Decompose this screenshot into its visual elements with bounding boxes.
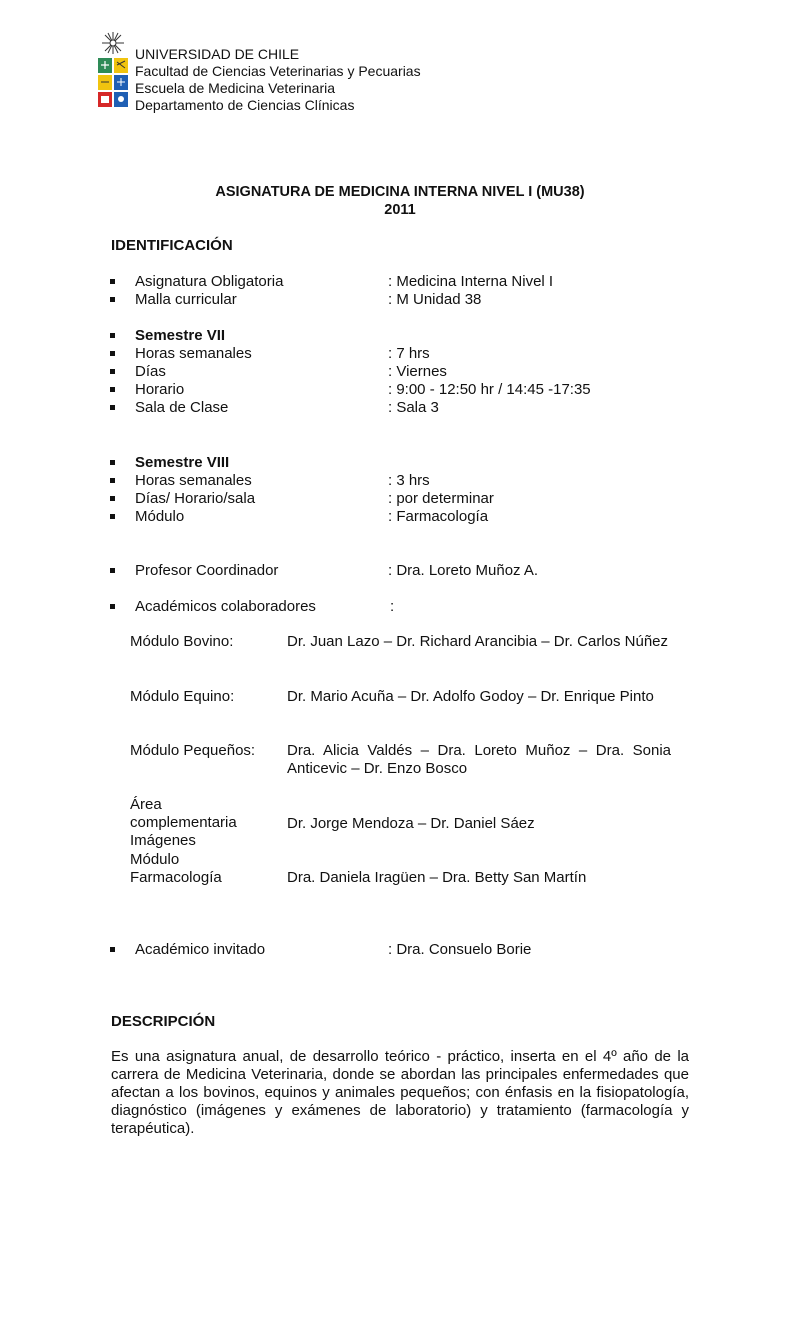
- university-name: UNIVERSIDAD DE CHILE: [135, 46, 300, 62]
- info-label: Académicos colaboradores: [135, 598, 316, 615]
- bullet-icon: [110, 405, 115, 410]
- info-label: Días: [135, 363, 166, 380]
- course-title: ASIGNATURA DE MEDICINA INTERNA NIVEL I (MU38): [215, 184, 585, 200]
- info-value: : Farmacología: [388, 508, 489, 525]
- identification-heading: IDENTIFICACIÓN: [111, 237, 233, 254]
- bullet-icon: [110, 460, 115, 465]
- bullet-icon: [110, 604, 115, 609]
- bullet-icon: [110, 387, 115, 392]
- module-label: Módulo Farmacología: [130, 851, 222, 886]
- info-value: : 3 hrs: [388, 472, 430, 489]
- description-text: Es una asignatura anual, de desarrollo teórico - práctico, inserta en el 4º año de la carrera de Medicina Veterinaria, donde se abordan las principales enfermedades que afectan a los bovinos, equinos y animales pequeños; con énfasis en la fisiopatología, diagnóstico (imágenes y exámenes de laboratorio) y tratamiento (farmacología y terapéutica).: [111, 1048, 689, 1137]
- info-value: : 9:00 - 12:50 hr / 14:45 -17:35: [388, 381, 591, 398]
- info-label: Profesor Coordinador: [135, 562, 279, 579]
- info-value: : M Unidad 38: [388, 291, 482, 308]
- module-staff: Dr. Jorge Mendoza – Dr. Daniel Sáez: [287, 815, 535, 832]
- module-label: Módulo Bovino:: [130, 633, 234, 650]
- module-staff: Dra. Daniela Iragüen – Dra. Betty San Martín: [287, 869, 587, 886]
- info-label: Malla curricular: [135, 291, 237, 308]
- bullet-icon: [110, 279, 115, 284]
- info-label: Horas semanales: [135, 345, 252, 362]
- bullet-icon: [110, 568, 115, 573]
- module-staff: Dr. Mario Acuña – Dr. Adolfo Godoy – Dr. Enrique Pinto: [287, 688, 654, 705]
- bullet-icon: [110, 369, 115, 374]
- school-name: Escuela de Medicina Veterinaria: [135, 80, 336, 96]
- module-label: Área complementaria Imágenes: [130, 796, 237, 849]
- bullet-icon: [110, 947, 115, 952]
- info-label: Días/ Horario/sala: [135, 490, 256, 507]
- module-staff: Dra. Alicia Valdés – Dra. Loreto Muñoz – Dra. Sonia Anticevic – Dr. Enzo Bosco: [287, 742, 671, 777]
- info-label: Académico invitado: [135, 941, 266, 958]
- module-label: Módulo Equino:: [130, 688, 235, 705]
- info-value: :: [390, 598, 395, 615]
- bullet-icon: [110, 514, 115, 519]
- faculty-name: Facultad de Ciencias Veterinarias y Pecuarias: [135, 63, 421, 79]
- info-label: Asignatura Obligatoria: [135, 273, 284, 290]
- module-staff: Dr. Juan Lazo – Dr. Richard Arancibia – Dr. Carlos Núñez: [287, 633, 669, 650]
- department-name: Departamento de Ciencias Clínicas: [135, 97, 355, 113]
- bullet-icon: [110, 496, 115, 501]
- info-label: Horario: [135, 381, 185, 398]
- bullet-icon: [110, 297, 115, 302]
- info-label: Horas semanales: [135, 472, 252, 489]
- bullet-icon: [110, 333, 115, 338]
- info-value: : Medicina Interna Nivel I: [388, 273, 554, 290]
- info-value: : 7 hrs: [388, 345, 430, 362]
- info-value: : Dra. Loreto Muñoz A.: [388, 562, 539, 579]
- info-value: : Sala 3: [388, 399, 439, 416]
- info-label: Módulo: [135, 508, 185, 525]
- info-value: : por determinar: [388, 490, 494, 507]
- info-value: : Viernes: [388, 363, 447, 380]
- university-logo: [96, 32, 132, 112]
- course-year: 2011: [384, 202, 416, 218]
- bullet-icon: [110, 478, 115, 483]
- module-label: Módulo Pequeños:: [130, 742, 256, 759]
- description-heading: DESCRIPCIÓN: [111, 1013, 216, 1030]
- info-value: : Dra. Consuelo Borie: [388, 941, 532, 958]
- info-label: Sala de Clase: [135, 399, 229, 416]
- semester-label: Semestre VIII: [135, 454, 230, 471]
- semester-label: Semestre VII: [135, 327, 226, 344]
- bullet-icon: [110, 351, 115, 356]
